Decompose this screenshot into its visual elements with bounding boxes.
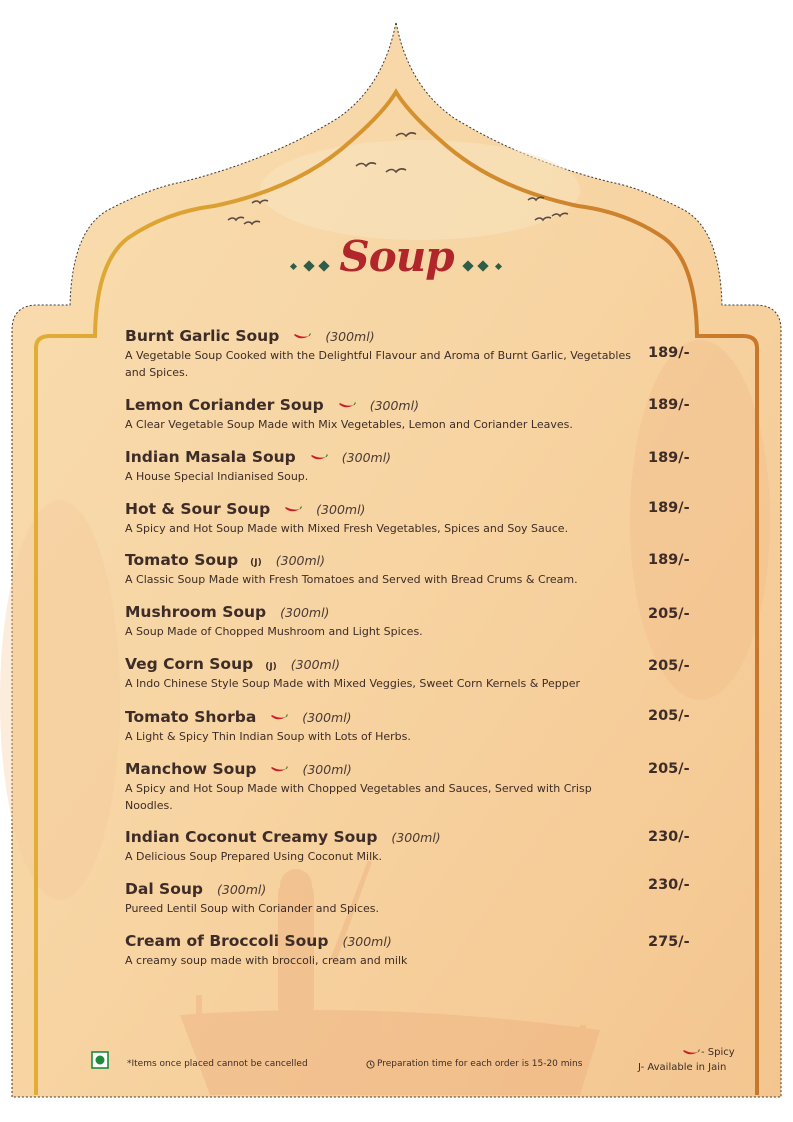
cancel-note: *Items once placed cannot be cancelled [127,1059,308,1069]
menu-item [125,603,700,640]
prep-note: Preparation time for each order is 15-20 mins [377,1059,583,1069]
menu-item [125,447,700,485]
menu-item [125,499,700,537]
item-price: 230/- [648,829,690,845]
menu-item [125,395,700,433]
item-name: Tomato Soup [125,551,239,569]
legend-jain: J- Available in Jain [638,1062,727,1073]
item-name: Burnt Garlic Soup [125,327,280,345]
menu-item [125,551,700,588]
item-quantity: (300ml) [290,657,341,672]
item-price: 189/- [648,500,690,516]
item-description: A creamy soup made with broccoli, cream and milk [125,954,408,967]
item-quantity: (300ml) [280,605,330,620]
item-header [125,551,700,569]
menu-item [125,326,700,381]
item-quantity: (300ml) [216,882,267,897]
item-header [125,932,700,950]
veg-mark-icon [91,1051,109,1069]
item-description: A Classic Soup Made with Fresh Tomatoes and Served with Bread Crums & Cream. [125,573,578,586]
item-header [125,326,700,345]
chili-icon [682,1048,700,1058]
item-quantity: (300ml) [391,830,441,845]
item-quantity: (300ml) [275,553,326,568]
item-description: Pureed Lentil Soup with Coriander and Spices. [125,902,380,915]
item-name: Hot & Sour Soup [125,500,271,518]
item-header [125,707,700,726]
item-price: 189/- [648,345,690,361]
item-name: Indian Masala Soup [125,448,296,466]
item-quantity: (300ml) [302,710,352,725]
item-header [125,447,700,466]
item-quantity: (300ml) [325,329,375,344]
item-quantity: (300ml) [341,450,392,465]
item-header [125,759,700,778]
item-name: Lemon Coriander Soup [125,396,324,414]
item-description: A Spicy and Hot Soup Made with Chopped Vegetables and Sauces, Served with Crisp Noodles. [125,782,592,812]
item-quantity: (300ml) [342,934,392,949]
item-price: 205/- [648,658,690,674]
item-name: Mushroom Soup [125,603,267,621]
item-price: 205/- [648,606,690,622]
chili-icon [310,448,328,458]
jain-badge: (J) [250,558,262,568]
item-name: Indian Coconut Creamy Soup [125,828,378,846]
item-description: A Light & Spicy Thin Indian Soup with Lots of Herbs. [125,730,411,743]
menu-item [125,707,700,745]
item-name: Dal Soup [125,880,203,898]
item-price: 230/- [648,877,690,893]
item-description: A Soup Made of Chopped Mushroom and Light Spices. [125,625,423,638]
item-quantity: (300ml) [316,502,366,517]
chili-icon [293,327,311,337]
item-name: Manchow Soup [125,760,257,778]
item-header [125,395,700,414]
menu-item [125,828,700,865]
menu-item [125,655,700,692]
item-name: Veg Corn Soup [125,655,254,673]
item-quantity: (300ml) [302,762,352,777]
menu-item [125,880,700,917]
clock-icon [366,1060,375,1069]
item-description: A Indo Chinese Style Soup Made with Mixed Veggies, Sweet Corn Kernels & Pepper [125,677,581,690]
item-description: A Spicy and Hot Soup Made with Mixed Fresh Vegetables, Spices and Soy Sauce. [125,522,569,535]
chili-icon [284,500,302,510]
item-quantity: (300ml) [369,398,419,413]
item-price: 275/- [648,934,690,950]
item-description: A House Special Indianised Soup. [125,470,309,483]
item-name: Cream of Broccoli Soup [125,932,329,950]
jain-badge: (J) [265,662,277,672]
menu-item [125,759,700,814]
item-header [125,828,700,846]
item-description: A Vegetable Soup Cooked with the Delightful Flavour and Aroma of Burnt Garlic, Vegetables and Spices. [125,349,631,379]
item-header [125,499,700,518]
chili-icon [338,396,356,406]
chili-icon [270,708,288,718]
item-header [125,603,700,621]
item-description: A Clear Vegetable Soup Made with Mix Vegetables, Lemon and Coriander Leaves. [125,418,573,431]
page-title: Soup [339,232,454,281]
item-price: 189/- [648,397,690,413]
item-price: 205/- [648,761,690,777]
item-price: 189/- [648,552,690,568]
item-price: 205/- [648,708,690,724]
menu-item [125,932,700,969]
legend-spicy: - Spicy [701,1047,735,1058]
item-name: Tomato Shorba [125,708,257,726]
item-price: 189/- [648,450,690,466]
item-header [125,880,700,898]
item-description: A Delicious Soup Prepared Using Coconut Milk. [125,850,383,863]
chili-icon [270,760,288,770]
item-header [125,655,700,673]
